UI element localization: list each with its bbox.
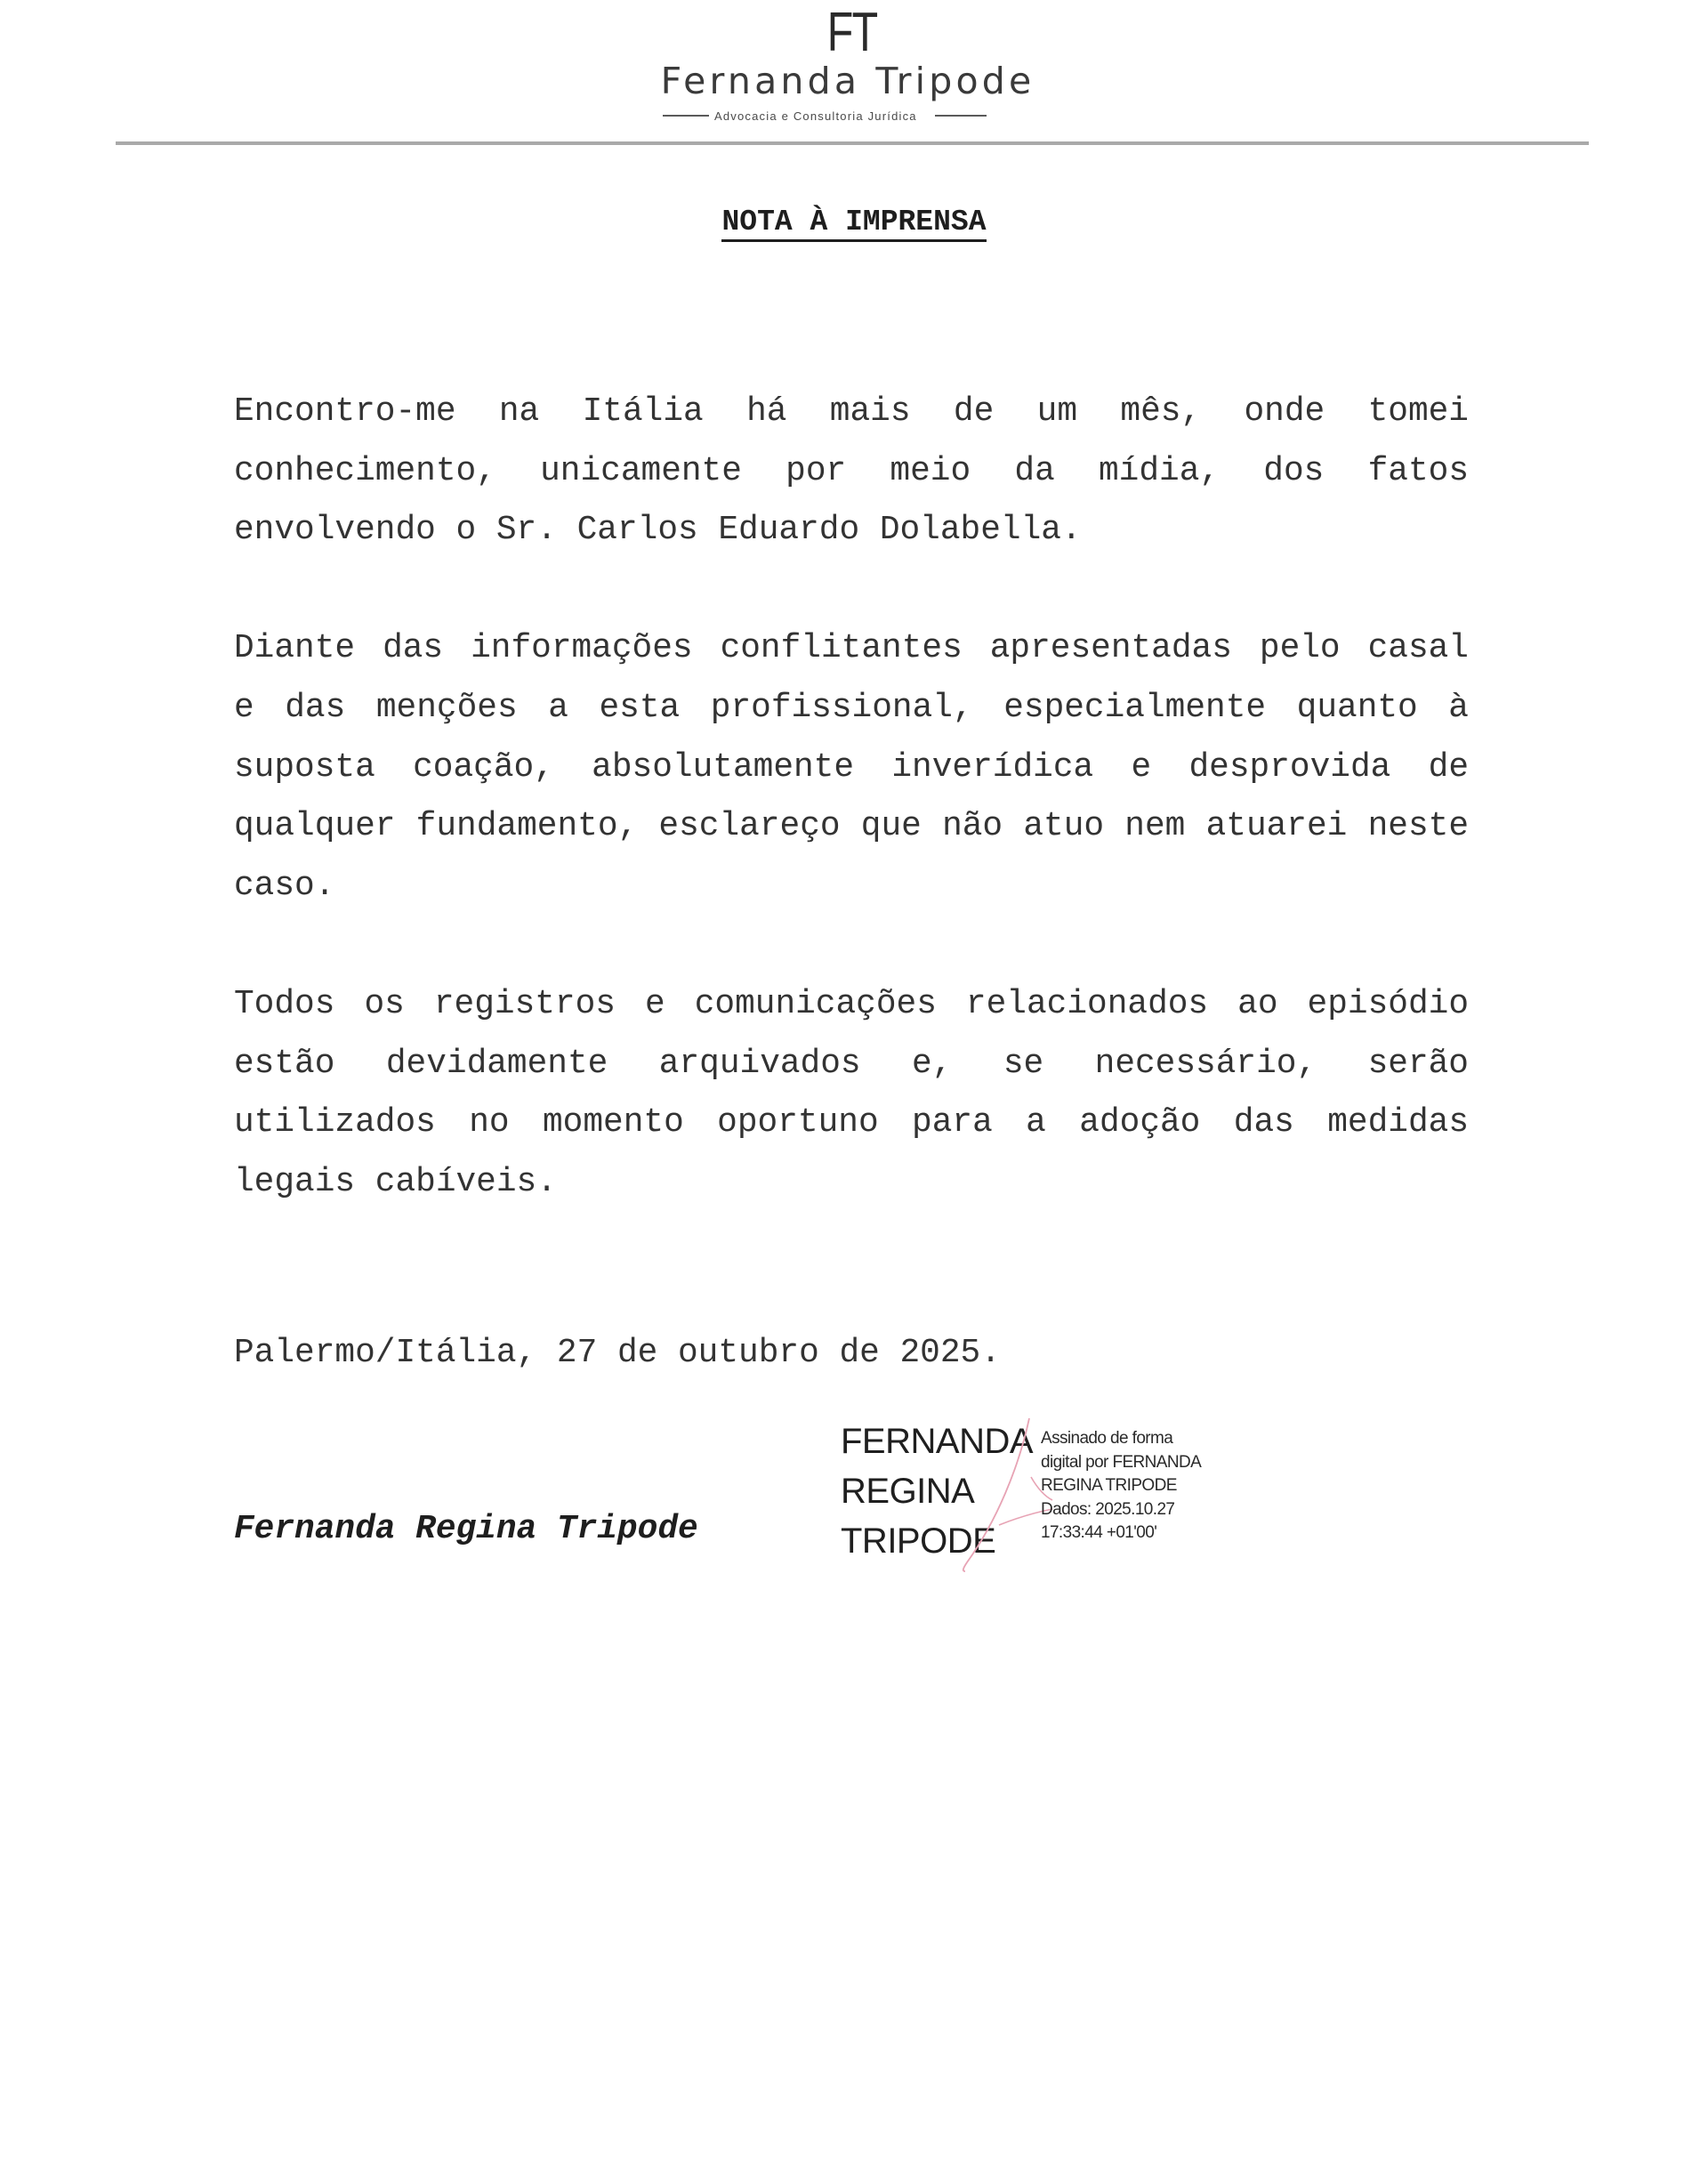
paragraph-line: suposta coação, absolutamente inverídica e desprovida de — [234, 748, 1469, 787]
paragraph-3 — [234, 975, 1469, 1212]
signature-detail-line: digital por FERNANDA — [1041, 1452, 1202, 1472]
paragraph-line: caso. — [234, 867, 335, 905]
firm-monogram-logo: FT — [826, 2, 877, 63]
paragraph-line: legais cabíveis. — [234, 1163, 557, 1201]
firm-tagline-row — [663, 108, 1041, 124]
paragraph-line: Diante das informações conflitantes apresentadas pelo casal — [234, 630, 1469, 668]
tagline-rule-left — [663, 115, 709, 117]
document-title — [0, 203, 1708, 242]
digital-signature-stamp — [841, 1416, 1232, 1577]
paragraph-line: utilizados no momento oportuno para a adoção das medidas — [234, 1104, 1469, 1142]
signature-detail-line: Assinado de forma — [1041, 1429, 1173, 1448]
paragraph-line: e das menções a esta profissional, especialmente quanto à — [234, 689, 1469, 727]
letterhead — [0, 0, 1708, 133]
signature-detail-line: Dados: 2025.10.27 — [1041, 1499, 1175, 1519]
signature-swoosh-icon — [947, 1415, 1054, 1575]
paragraph-line: Encontro-me na Itália há mais de um mês, onde tomei — [234, 393, 1469, 431]
signature-name-line: TRIPODE — [841, 1521, 996, 1561]
paragraph-line: Todos os registros e comunicações relacionados ao episódio — [234, 985, 1469, 1023]
signature-detail-line: REGINA TRIPODE — [1041, 1476, 1177, 1495]
signature-name-line: FERNANDA — [841, 1422, 1034, 1461]
paragraph-line: estão devidamente arquivados e, se necessário, serão — [234, 1045, 1469, 1083]
header-divider — [116, 141, 1589, 145]
firm-tagline: Advocacia e Consultoria Jurídica — [714, 109, 917, 123]
paragraph-1 — [234, 383, 1469, 561]
place-and-date: Palermo/Itália, 27 de outubro de 2025. — [234, 1335, 1001, 1372]
paragraph-line: qualquer fundamento, esclareço que não atuo nem atuarei neste — [234, 808, 1469, 846]
firm-name: Fernanda Tripode — [660, 60, 1035, 102]
signature-name-line: REGINA — [841, 1472, 975, 1511]
signature-details — [1041, 1427, 1201, 1546]
signer-name: Fernanda Regina Tripode — [234, 1511, 698, 1548]
tagline-rule-right — [935, 115, 987, 117]
paragraph-line: conhecimento, unicamente por meio da mídia, dos fatos — [234, 452, 1469, 490]
paragraph-2 — [234, 619, 1469, 916]
document-title-text: NOTA À IMPRENSA — [721, 206, 986, 242]
signature-detail-line: 17:33:44 +01'00' — [1041, 1523, 1157, 1542]
document-body — [234, 383, 1469, 1271]
paragraph-line: envolvendo o Sr. Carlos Eduardo Dolabella. — [234, 512, 1082, 550]
